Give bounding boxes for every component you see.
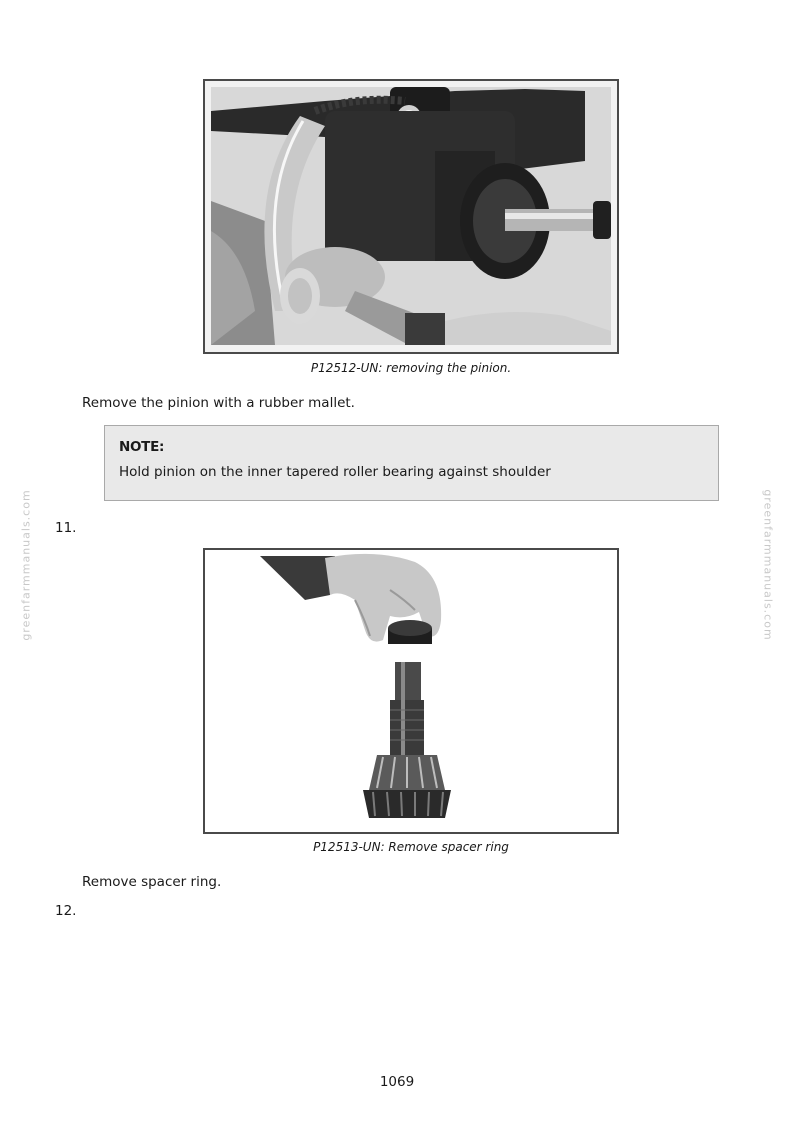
step-number: 12. <box>55 903 77 919</box>
watermark-right: greenfarmmanuals.com <box>761 489 775 641</box>
figure-caption: P12513-UN: Remove spacer ring <box>313 840 509 854</box>
page-number: 1069 <box>379 1074 415 1090</box>
note-text: Hold pinion on the inner tapered roller bearing against shoulder <box>119 464 551 480</box>
watermark-left: greenfarmmanuals.com <box>19 489 33 641</box>
note-box <box>104 425 719 501</box>
step-instruction: Remove the pinion with a rubber mallet. <box>82 395 355 411</box>
spacer-ring-photo <box>205 550 617 832</box>
figure-removing-pinion <box>203 79 619 354</box>
step-number: 11. <box>55 520 77 536</box>
figure-caption: P12512-UN: removing the pinion. <box>310 361 512 375</box>
step-instruction: Remove spacer ring. <box>82 874 222 890</box>
pinion-removal-photo <box>205 81 617 352</box>
figure-remove-spacer-ring <box>203 548 619 834</box>
note-title: NOTE: <box>119 439 165 455</box>
